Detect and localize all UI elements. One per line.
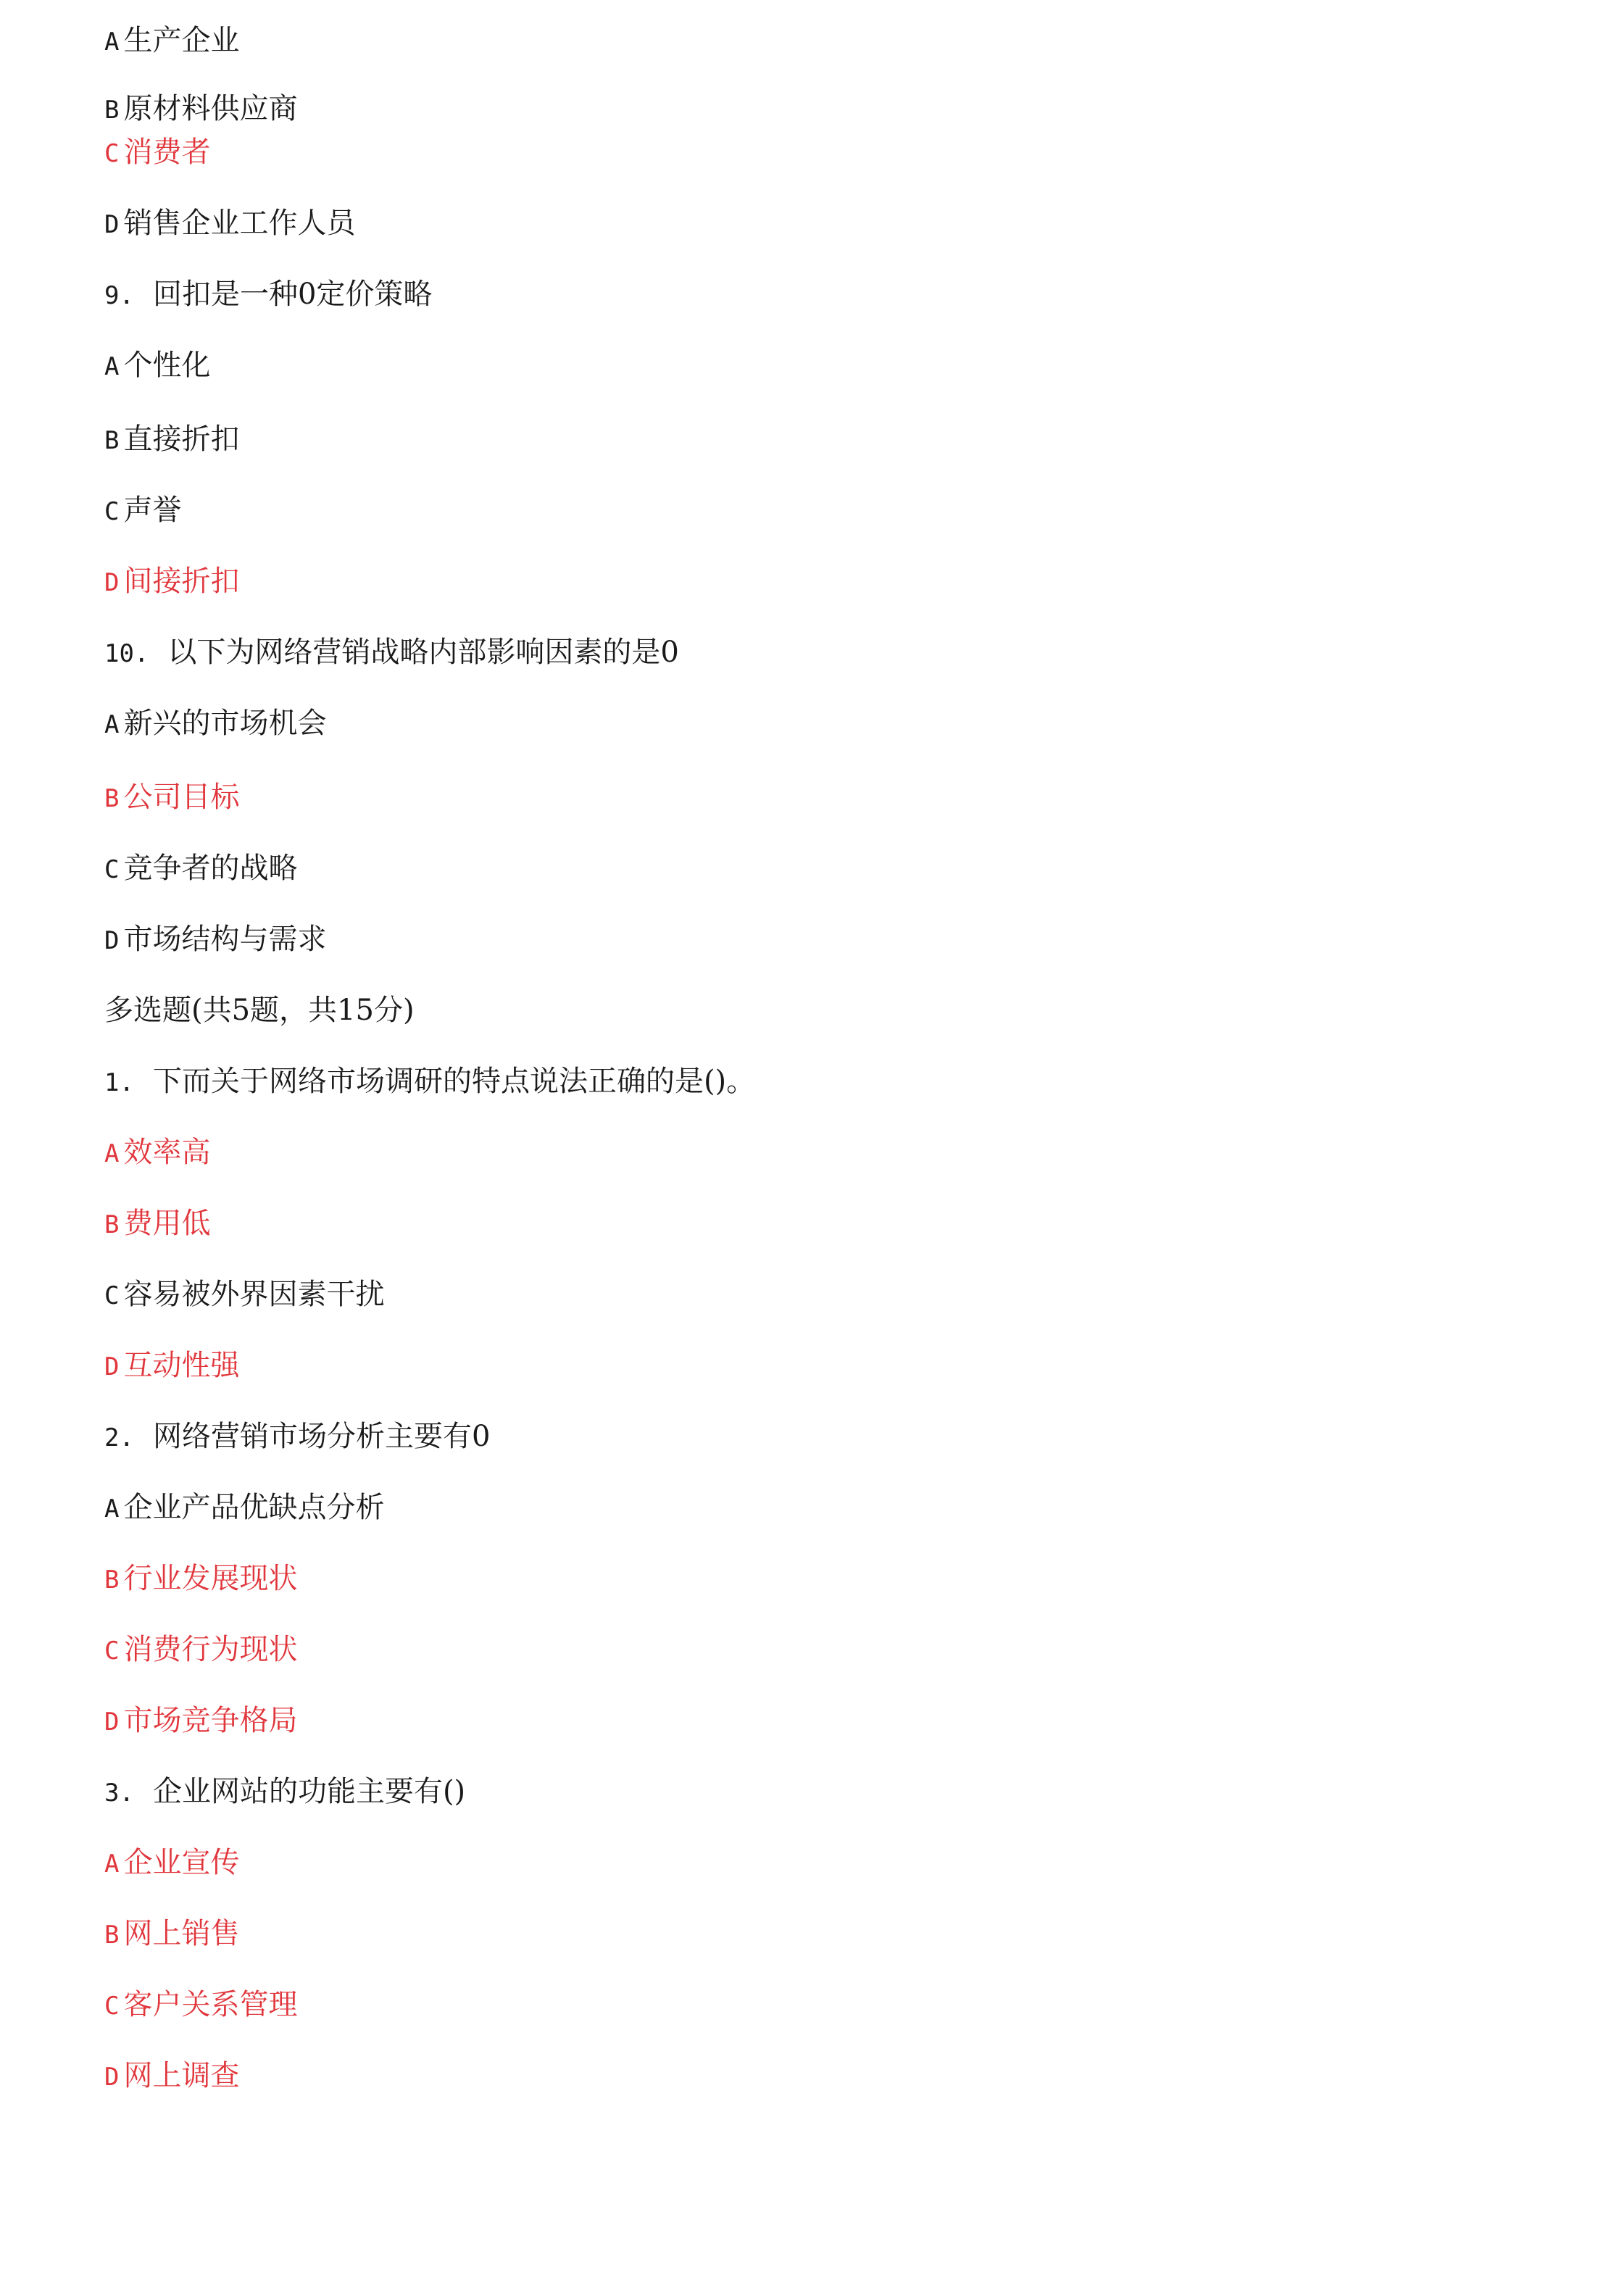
option-text: 原材料供应商: [123, 92, 298, 125]
question-line: [104, 1064, 755, 1100]
question-number: 2.: [104, 1423, 134, 1452]
question-number: 1.: [104, 1068, 134, 1097]
question-text: 企业网站的功能主要有(): [152, 1775, 466, 1808]
option-text: 声誉: [123, 494, 182, 527]
option-letter: B: [104, 1565, 120, 1594]
option-letter: D: [104, 1708, 120, 1736]
option-text: 企业产品优缺点分析: [123, 1491, 385, 1524]
option-text: 销售企业工作人员: [123, 207, 356, 240]
question-line: [104, 1774, 465, 1810]
option-line: [104, 1277, 384, 1313]
question-line: [104, 277, 432, 313]
option-line: [104, 1348, 239, 1384]
option-text: 网上销售: [123, 1917, 240, 1950]
option-line: [104, 206, 355, 242]
option-text: 消费者: [123, 136, 211, 169]
option-line: [104, 23, 239, 59]
option-letter: B: [104, 96, 120, 125]
option-letter: B: [104, 1921, 120, 1950]
option-line: [104, 1703, 297, 1739]
option-letter: B: [104, 1210, 120, 1239]
option-text: 竞争者的战略: [123, 852, 298, 885]
option-line: [104, 493, 181, 529]
option-letter: D: [104, 926, 120, 955]
option-letter: A: [104, 1139, 120, 1168]
option-line: [104, 135, 210, 171]
option-letter: A: [104, 1850, 120, 1879]
option-line: [104, 922, 326, 958]
option-letter: D: [104, 568, 120, 597]
option-line: [104, 851, 297, 887]
option-text: 企业宣传: [123, 1846, 240, 1879]
question-text: 网络营销市场分析主要有0: [152, 1420, 491, 1453]
option-letter: A: [104, 28, 120, 57]
option-letter: B: [104, 426, 120, 455]
option-text: 消费行为现状: [123, 1633, 298, 1666]
option-text: 效率高: [123, 1136, 211, 1169]
option-letter: D: [104, 1352, 120, 1381]
option-line: [104, 2058, 239, 2095]
option-line: [104, 1135, 210, 1171]
option-letter: A: [104, 1494, 120, 1523]
option-text: 网上调查: [123, 2059, 240, 2092]
heading-line: [104, 993, 415, 1028]
option-text: 公司目标: [123, 781, 240, 814]
option-line: [104, 1561, 297, 1597]
option-letter: D: [104, 2063, 120, 2092]
option-line: [104, 1845, 239, 1881]
question-line: [104, 635, 679, 671]
option-text: 费用低: [123, 1207, 211, 1240]
question-number: 3.: [104, 1779, 134, 1808]
option-letter: C: [104, 497, 120, 526]
question-number: 9.: [104, 281, 134, 310]
option-text: 行业发展现状: [123, 1562, 298, 1595]
option-line: [104, 91, 297, 128]
option-letter: C: [104, 1992, 120, 2021]
option-line: [104, 1206, 210, 1242]
question-text: 回扣是一种0定价策略: [152, 278, 433, 311]
question-text: 下而关于网络市场调研的特点说法正确的是()。: [152, 1065, 756, 1098]
question-number: 10.: [104, 639, 149, 668]
option-letter: A: [104, 352, 120, 381]
option-letter: C: [104, 1636, 120, 1665]
option-letter: A: [104, 710, 120, 739]
option-text: 生产企业: [123, 24, 240, 57]
option-line: [104, 564, 239, 600]
option-text: 容易被外界因素干扰: [123, 1278, 385, 1311]
option-text: 新兴的市场机会: [123, 707, 327, 740]
question-line: [104, 1419, 490, 1455]
option-letter: C: [104, 139, 120, 168]
option-line: [104, 706, 326, 742]
option-line: [104, 422, 239, 458]
option-text: 市场结构与需求: [123, 923, 327, 956]
option-line: [104, 1987, 297, 2023]
option-text: 个性化: [123, 349, 211, 382]
option-text: 客户关系管理: [123, 1988, 298, 2021]
option-letter: C: [104, 1281, 120, 1310]
option-line: [104, 780, 239, 816]
option-line: [104, 1490, 384, 1526]
question-text: 以下为网络营销战略内部影响因素的是0: [167, 636, 679, 669]
option-text: 互动性强: [123, 1349, 240, 1382]
option-line: [104, 348, 210, 384]
option-text: 直接折扣: [123, 423, 240, 456]
option-letter: D: [104, 210, 120, 239]
option-text: 间接折扣: [123, 565, 240, 598]
option-letter: C: [104, 855, 120, 884]
section-heading: 多选题(共5题，共15分): [104, 994, 415, 1027]
option-line: [104, 1916, 239, 1952]
option-text: 市场竞争格局: [123, 1704, 298, 1737]
option-letter: B: [104, 784, 120, 813]
option-line: [104, 1632, 297, 1668]
